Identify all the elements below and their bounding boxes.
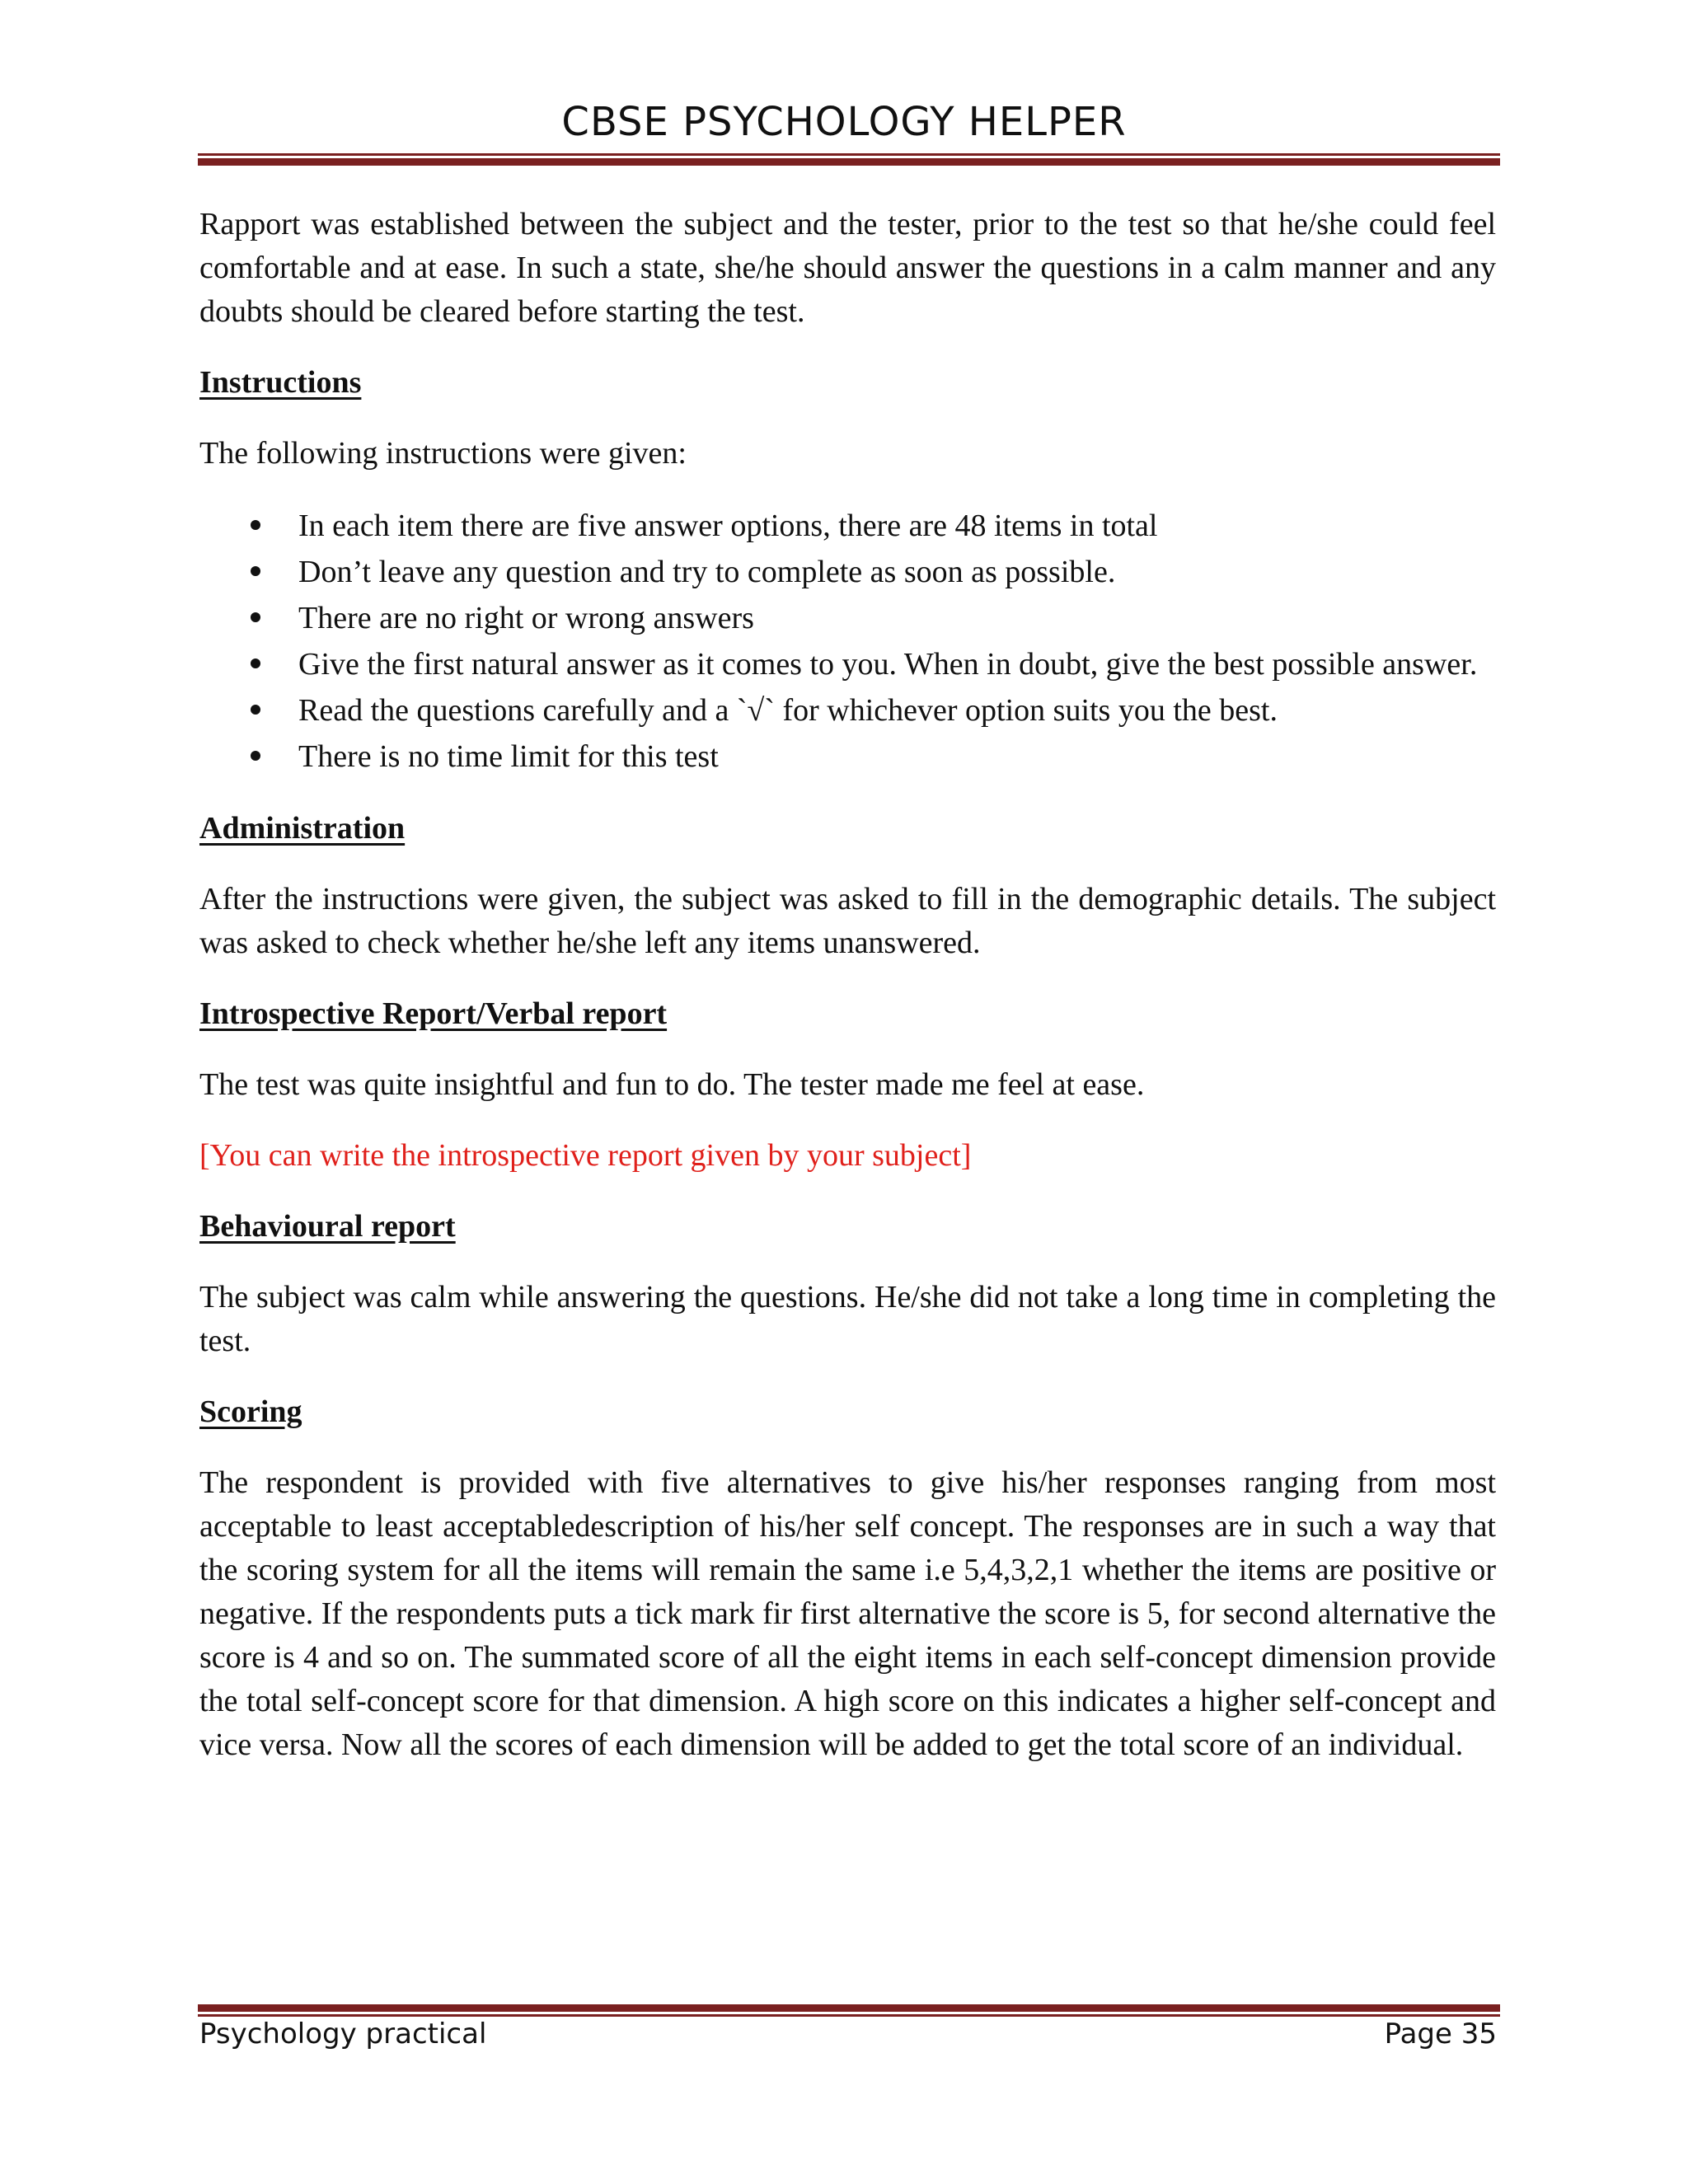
page-header-title: CBSE PSYCHOLOGY HELPER bbox=[561, 99, 1127, 145]
bullet-icon bbox=[251, 751, 260, 761]
bullet-icon bbox=[251, 658, 260, 668]
list-item bbox=[199, 733, 1496, 780]
bullet-icon bbox=[251, 612, 260, 622]
intro-paragraph: Rapport was established between the subject and the tester, prior to the test so that he/she could feel comfortable and at ease. In such a state, she/he should answer the questions in a calm manner and any doubts should be cleared before starting the test. bbox=[199, 207, 1496, 329]
bullet-icon bbox=[251, 705, 260, 715]
list-item bbox=[199, 503, 1496, 549]
scoring-heading: Scoring bbox=[199, 1394, 302, 1429]
footer-label: Psychology practical bbox=[199, 2018, 487, 2050]
introspective-report-paragraph: The test was quite insightful and fun to do. The tester made me feel at ease. bbox=[199, 1067, 1145, 1102]
list-item bbox=[199, 549, 1496, 595]
list-item-text: In each item there are five answer options, there are 48 items in total bbox=[298, 509, 1158, 543]
list-item bbox=[199, 641, 1496, 687]
list-item-text: Give the first natural answer as it comes to you. When in doubt, give the best possible answer. bbox=[298, 647, 1478, 682]
footer-divider bbox=[198, 2004, 1500, 2017]
instructions-list bbox=[199, 503, 1496, 780]
list-item bbox=[199, 595, 1496, 641]
instructions-lead: The following instructions were given: bbox=[199, 436, 687, 471]
introspective-report-note: [You can write the introspective report given by your subject] bbox=[199, 1138, 972, 1173]
list-item-text: There are no right or wrong answers bbox=[298, 601, 754, 635]
list-item-text: Don’t leave any question and try to complete as soon as possible. bbox=[298, 555, 1116, 589]
introspective-report-heading: Introspective Report/Verbal report bbox=[199, 996, 668, 1031]
list-item bbox=[199, 687, 1496, 733]
behavioural-report-paragraph: The subject was calm while answering the questions. He/she did not take a long time in completing the test. bbox=[199, 1280, 1496, 1358]
page-body bbox=[199, 203, 1496, 1794]
behavioural-report-heading: Behavioural report bbox=[199, 1209, 456, 1244]
scoring-paragraph: The respondent is provided with five alternatives to give his/her responses ranging from most acceptable to least acceptabledescription of his/her self concept. The responses are in such a way that the scoring system for all the items will remain the same i.e 5,4,3,2,1 whether the items are positive or negative. If the respondents puts a tick mark fir first alternative the score is 5, for second alternative the score is 4 and so on. The summated score of all the eight items in each self-concept dimension provide the total self-concept score for that dimension. A high score on this indicates a higher self-concept and vice versa. Now all the scores of each dimension will be added to get the total score of an individual. bbox=[199, 1465, 1496, 1762]
administration-heading: Administration bbox=[199, 811, 406, 846]
page-number: Page 35 bbox=[1384, 2018, 1497, 2050]
header-divider bbox=[198, 153, 1500, 166]
administration-paragraph: After the instructions were given, the subject was asked to fill in the demographic details. The subject was asked to check whether he/she left any items unanswered. bbox=[199, 882, 1496, 960]
list-item-text: Read the questions carefully and a `√` for whichever option suits you the best. bbox=[298, 693, 1278, 728]
list-item-text: There is no time limit for this test bbox=[298, 739, 719, 774]
bullet-icon bbox=[251, 520, 260, 530]
bullet-icon bbox=[251, 566, 260, 576]
instructions-heading: Instructions bbox=[199, 365, 362, 400]
